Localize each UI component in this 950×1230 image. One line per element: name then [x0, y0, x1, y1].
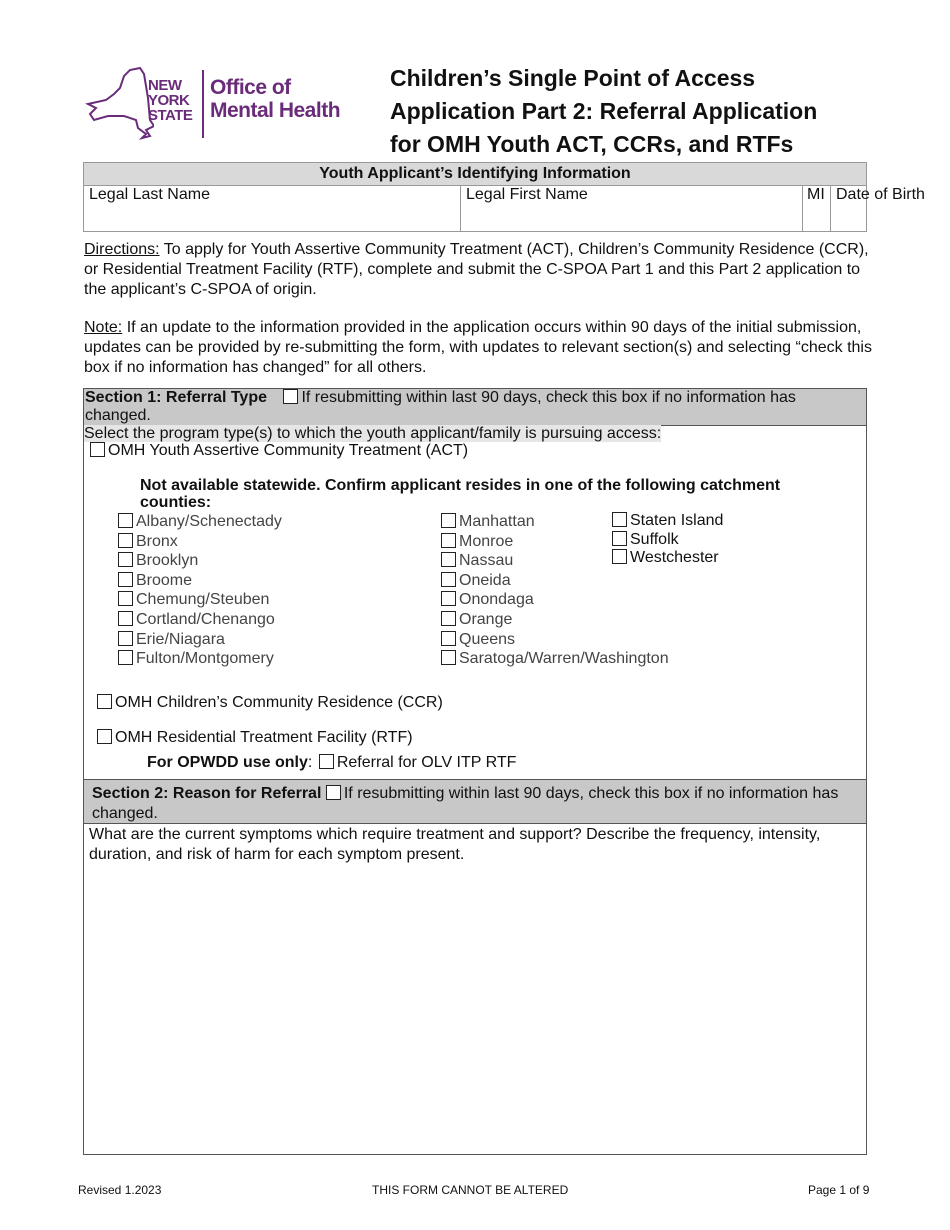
county-label: Westchester: [630, 549, 719, 566]
county-label: Suffolk: [630, 530, 679, 548]
county-option[interactable]: [118, 571, 192, 591]
county-option[interactable]: [441, 630, 515, 650]
ccr-checkbox[interactable]: [97, 694, 112, 709]
county-option[interactable]: [118, 512, 282, 532]
county-label: Brooklyn: [136, 552, 199, 570]
county-option[interactable]: [441, 532, 513, 552]
section1-title: Section 1: Referral Type: [85, 389, 267, 406]
logo-office-line1: Office of: [210, 76, 291, 99]
county-label: Manhattan: [459, 513, 535, 530]
county-option[interactable]: [441, 610, 512, 630]
section2-title: Section 2: Reason for Referral: [92, 785, 322, 802]
opwdd-label: For OPWDD use only: [147, 754, 308, 771]
ccr-label: OMH Children’s Community Residence (CCR): [115, 694, 443, 711]
identifying-info-table: [83, 162, 925, 232]
form-title: [390, 62, 870, 161]
legal-last-name-field[interactable]: [84, 185, 461, 231]
county-checkbox[interactable]: [118, 552, 133, 567]
county-option[interactable]: [441, 590, 534, 610]
county-label: Erie/Niagara: [136, 630, 225, 648]
directions-label: Directions:: [84, 241, 160, 258]
county-option[interactable]: [612, 530, 679, 550]
symptoms-question: What are the current symptoms which require treatment and support? Describe the frequency, intensity, duration, and risk of harm for each symptom present.: [89, 826, 821, 863]
logo-state-line3: STATE: [148, 107, 193, 124]
section1-prompt: Select the program type(s) to which the youth applicant/family is pursuing access:: [84, 425, 662, 442]
county-label: Broome: [136, 571, 193, 589]
section2-header: [83, 779, 867, 824]
county-option[interactable]: [612, 548, 719, 568]
county-label: Monroe: [459, 532, 514, 550]
section2-no-change-checkbox[interactable]: [326, 785, 341, 800]
olv-itp-rtf-checkbox[interactable]: [319, 754, 334, 769]
county-label: Queens: [459, 630, 516, 648]
date-of-birth-label: Date of Birth: [836, 186, 925, 203]
ccr-option[interactable]: [97, 693, 443, 713]
identifying-info-heading: Youth Applicant’s Identifying Information: [84, 163, 866, 186]
county-checkbox[interactable]: [441, 572, 456, 587]
note-label: Note:: [84, 319, 123, 336]
county-checkbox[interactable]: [441, 552, 456, 567]
county-option[interactable]: [118, 532, 178, 552]
middle-initial-field[interactable]: [803, 185, 831, 231]
opwdd-row: [147, 753, 516, 773]
county-checkbox[interactable]: [118, 591, 133, 606]
rtf-option[interactable]: [97, 728, 413, 748]
section1-resubmit-text: If resubmitting within last 90 days, check this box if no information has changed.: [85, 389, 796, 424]
county-checkbox[interactable]: [441, 533, 456, 548]
rtf-label: OMH Residential Treatment Facility (RTF): [115, 729, 413, 746]
logo-state-line2: YORK: [148, 92, 190, 109]
logo-office-text: [210, 76, 340, 122]
revision-label: Revised 1.2023: [78, 1183, 162, 1197]
olv-itp-rtf-label: Referral for OLV ITP RTF: [336, 754, 517, 771]
county-option[interactable]: [441, 551, 513, 571]
omh-logo: [84, 64, 374, 142]
county-checkbox[interactable]: [118, 611, 133, 626]
logo-state-line1: NEW: [148, 77, 182, 94]
county-label: Fulton/Montgomery: [136, 650, 274, 668]
county-checkbox[interactable]: [441, 650, 456, 665]
county-option[interactable]: [118, 610, 275, 630]
county-checkbox[interactable]: [118, 513, 133, 528]
act-checkbox[interactable]: [90, 442, 105, 457]
county-label: Onondaga: [459, 591, 534, 609]
logo-state-text: [148, 78, 192, 123]
county-label: Chemung/Steuben: [136, 591, 270, 609]
county-label: Albany/Schenectady: [136, 513, 282, 530]
county-option[interactable]: [612, 511, 723, 531]
section2-resubmit-text: If resubmitting within last 90 days, check this box if no information has changed.: [92, 785, 839, 822]
county-label: Nassau: [459, 552, 514, 570]
directions-text: To apply for Youth Assertive Community Treatment (ACT), Children’s Community Residence (CCR), or Residential Treatment Facility (RTF), complete and submit the C-SPOA Part 1 and this Part 2 application to the applicant’s C-SPOA of origin.: [84, 241, 869, 298]
date-of-birth-field[interactable]: [831, 185, 950, 231]
county-label: Oneida: [459, 571, 511, 589]
page-number: Page 1 of 9: [808, 1183, 870, 1197]
county-label: Cortland/Chenango: [136, 611, 275, 628]
county-checkbox[interactable]: [612, 531, 627, 546]
catchment-note: Not available statewide. Confirm applicant resides in one of the following catchment counties:: [140, 477, 781, 511]
directions-paragraph: [84, 240, 874, 300]
section1-header: [83, 388, 867, 426]
county-option[interactable]: [441, 571, 511, 591]
county-checkbox[interactable]: [118, 572, 133, 587]
note-paragraph: [84, 318, 874, 378]
county-checkbox[interactable]: [441, 513, 456, 528]
rtf-checkbox[interactable]: [97, 729, 112, 744]
title-line2: Application Part 2: Referral Application: [390, 98, 818, 124]
county-option[interactable]: [118, 630, 225, 650]
act-label: OMH Youth Assertive Community Treatment (ACT): [108, 442, 469, 459]
county-label: Saratoga/Warren/Washington: [459, 650, 669, 668]
county-option[interactable]: [118, 590, 269, 610]
county-checkbox[interactable]: [441, 631, 456, 646]
county-checkbox[interactable]: [441, 591, 456, 606]
county-option[interactable]: [441, 649, 669, 669]
middle-initial-label: MI: [807, 186, 825, 203]
title-line3: for OMH Youth ACT, CCRs, and RTFs: [390, 131, 794, 157]
county-checkbox[interactable]: [612, 512, 627, 527]
logo-divider: [202, 70, 204, 138]
county-checkbox[interactable]: [118, 533, 133, 548]
act-option[interactable]: [90, 441, 468, 461]
county-option[interactable]: [118, 649, 274, 669]
county-checkbox[interactable]: [118, 650, 133, 665]
county-label: Orange: [459, 611, 513, 628]
legal-first-name-label: Legal First Name: [466, 186, 588, 203]
county-checkbox[interactable]: [612, 549, 627, 564]
county-option[interactable]: [441, 512, 535, 532]
new-york-state-outline-icon: [84, 64, 154, 142]
county-checkbox[interactable]: [441, 611, 456, 626]
county-checkbox[interactable]: [118, 631, 133, 646]
section1-no-change-checkbox[interactable]: [283, 389, 298, 404]
section2-answer-area[interactable]: [83, 823, 867, 1155]
county-option[interactable]: [118, 551, 198, 571]
county-label: Bronx: [136, 532, 178, 550]
legal-last-name-label: Legal Last Name: [89, 186, 210, 203]
opwdd-colon: :: [307, 754, 313, 771]
legal-first-name-field[interactable]: [461, 185, 803, 231]
county-label: Staten Island: [630, 512, 724, 529]
note-text: If an update to the information provided in the application occurs within 90 days of the initial submission, updates can be provided by re-submitting the form, with updates to relevant section(s) and selecting “check this box if no information has changed” for all others.: [84, 319, 872, 376]
form-notice: THIS FORM CANNOT BE ALTERED: [372, 1183, 569, 1197]
logo-office-line2: Mental Health: [210, 99, 341, 122]
title-line1: Children’s Single Point of Access: [390, 65, 756, 91]
